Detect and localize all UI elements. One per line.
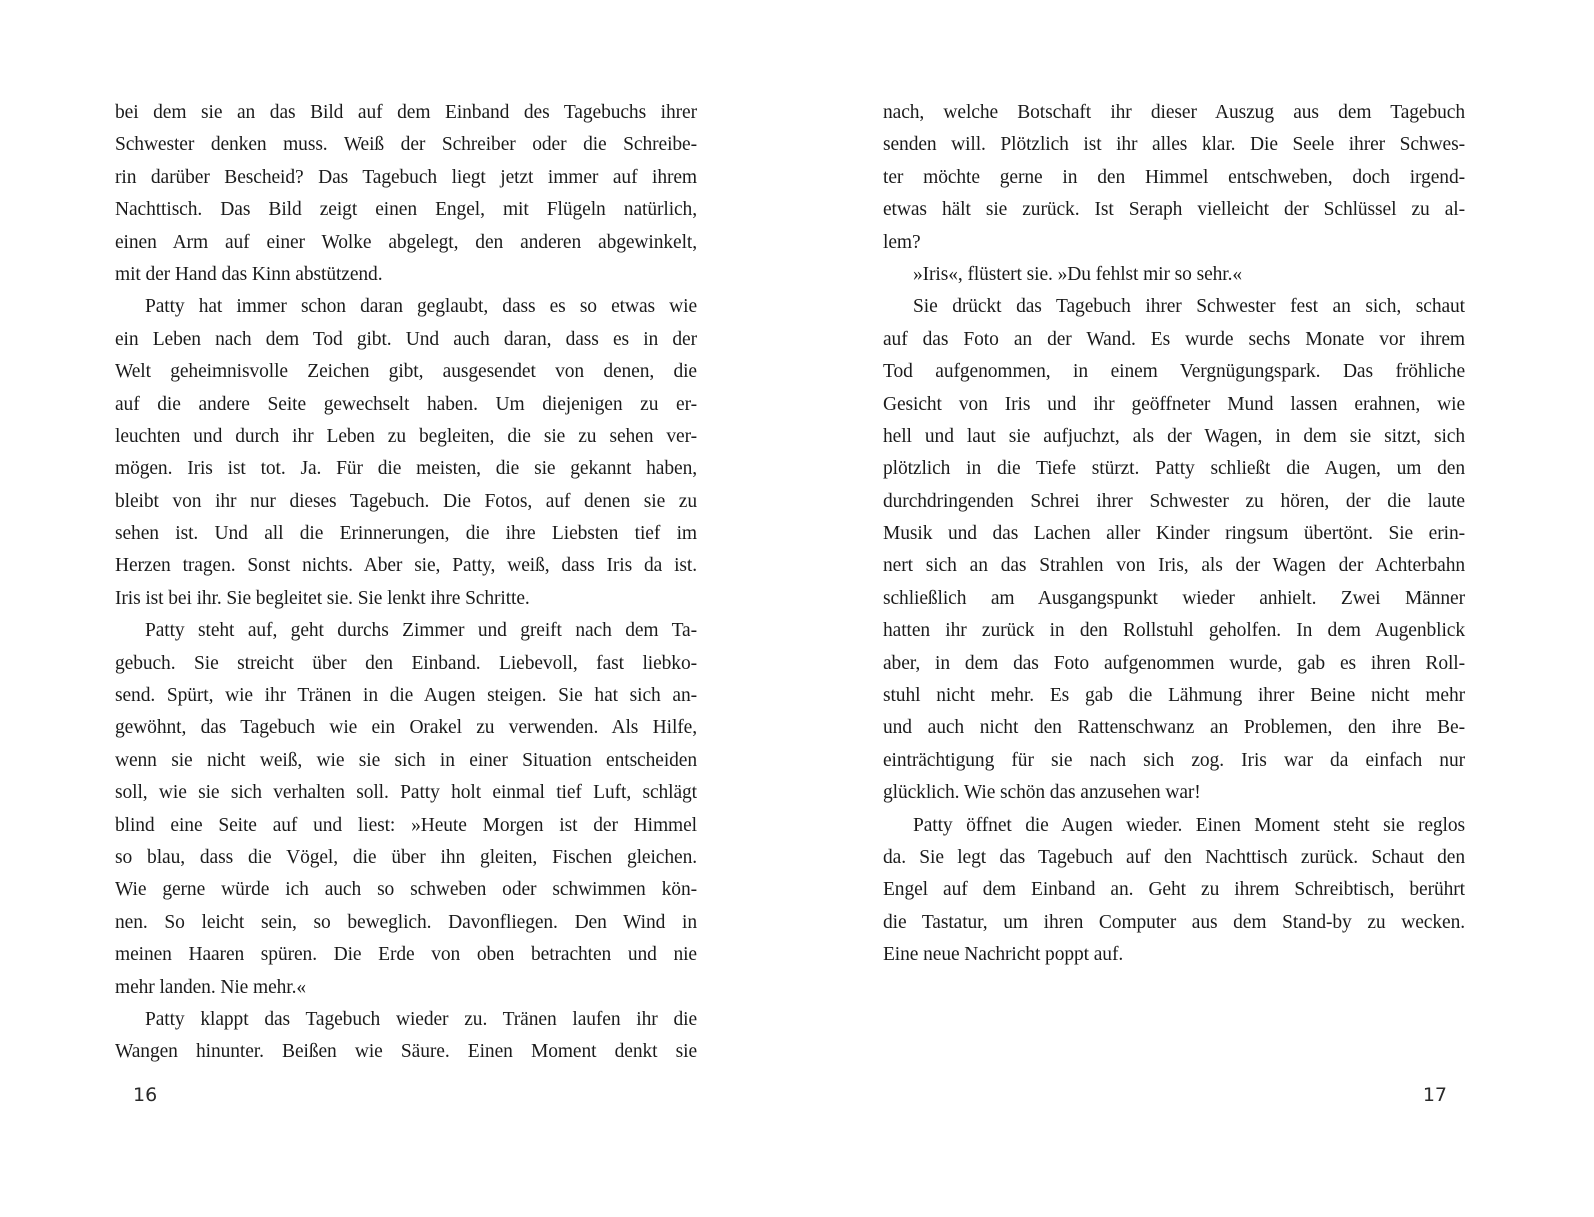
text-line: mit der Hand das Kinn abstützend.: [115, 263, 383, 285]
text-line: meinen Haaren spüren. Die Erde von oben betrachten und nie: [115, 944, 697, 966]
text-line: Wie gerne würde ich auch so schweben oder schwimmen kön-: [115, 879, 697, 901]
text-line: auf die andere Seite gewechselt haben. Um diejenigen zu er-: [115, 393, 697, 415]
text-line: und auch nicht den Rattenschwanz an Problemen, den ihre Be-: [883, 717, 1465, 739]
text-line: Musik und das Lachen aller Kinder ringsum übertönt. Sie erin-: [883, 523, 1465, 545]
text-line: etwas hält sie zurück. Ist Seraph vielleicht der Schlüssel zu al-: [883, 199, 1465, 221]
text-line: leuchten und durch ihr Leben zu begleiten, die sie zu sehen ver-: [115, 425, 697, 447]
text-line: ter möchte gerne in den Himmel entschweben, doch irgend-: [883, 166, 1465, 188]
text-line: bei dem sie an das Bild auf dem Einband des Tagebuchs ihrer: [115, 102, 697, 123]
text-line: nach, welche Botschaft ihr dieser Auszug aus dem Tagebuch: [883, 102, 1465, 123]
text-line: Wangen hinunter. Beißen wie Säure. Einen Moment denkt sie: [115, 1041, 697, 1063]
text-line: sehen ist. Und all die Erinnerungen, die ihre Liebsten tief im: [115, 523, 697, 545]
text-line: bleibt von ihr nur dieses Tagebuch. Die Fotos, auf denen sie zu: [115, 490, 697, 512]
text-line: Patty hat immer schon daran geglaubt, dass es so etwas wie: [145, 296, 697, 318]
text-line: Engel auf dem Einband an. Geht zu ihrem Schreibtisch, berührt: [883, 879, 1465, 901]
page-right-text-column: [883, 97, 1465, 972]
text-line: Patty steht auf, geht durchs Zimmer und greift nach dem Ta-: [145, 620, 697, 642]
text-line: Nachttisch. Das Bild zeigt einen Engel, mit Flügeln natürlich,: [115, 199, 697, 221]
text-line: plötzlich in die Tiefe stürzt. Patty schließt die Augen, um den: [883, 458, 1465, 480]
text-line: so blau, dass die Vögel, die über ihn gleiten, Fischen gleichen.: [115, 846, 697, 868]
text-line: glücklich. Wie schön das anzusehen war!: [883, 782, 1201, 804]
text-line: send. Spürt, wie ihr Tränen in die Augen steigen. Sie hat sich an-: [115, 685, 697, 707]
text-line: durchdringenden Schrei ihrer Schwester zu hören, der die laute: [883, 490, 1465, 512]
text-line: stuhl nicht mehr. Es gab die Lähmung ihrer Beine nicht mehr: [883, 685, 1465, 707]
text-line: Schwester denken muss. Weiß der Schreiber oder die Schreibe-: [115, 134, 697, 156]
text-line: Tod aufgenommen, in einem Vergnügungspark. Das fröhliche: [883, 361, 1465, 383]
text-line: schließlich am Ausgangspunkt wieder anhielt. Zwei Männer: [883, 587, 1465, 609]
text-line: hell und laut sie aufjuchzt, als der Wagen, in dem sie sitzt, sich: [883, 425, 1465, 447]
text-line: gebuch. Sie streicht über den Einband. Liebevoll, fast liebko-: [115, 652, 697, 674]
text-line: einträchtigung für sie nach sich zog. Iris war da einfach nur: [883, 749, 1465, 771]
page-left-text-column: [115, 97, 697, 1069]
text-line: mehr landen. Nie mehr.«: [115, 976, 307, 998]
text-line: nen. So leicht sein, so beweglich. Davonfliegen. Den Wind in: [115, 911, 697, 933]
text-line: blind eine Seite auf und liest: »Heute Morgen ist der Himmel: [115, 814, 697, 836]
text-line: Sie drückt das Tagebuch ihrer Schwester fest an sich, schaut: [913, 296, 1465, 318]
page-number-right: 17: [1422, 1084, 1447, 1106]
text-line: aber, in dem das Foto aufgenommen wurde, gab es ihren Roll-: [883, 652, 1465, 674]
text-line: mögen. Iris ist tot. Ja. Für die meisten, die sie gekannt haben,: [115, 458, 697, 480]
text-line: Eine neue Nachricht poppt auf.: [883, 944, 1124, 966]
text-line: senden will. Plötzlich ist ihr alles klar. Die Seele ihrer Schwes-: [883, 134, 1465, 156]
text-line: einen Arm auf einer Wolke abgelegt, den anderen abgewinkelt,: [115, 231, 697, 253]
text-line: rin darüber Bescheid? Das Tagebuch liegt jetzt immer auf ihrem: [115, 166, 697, 188]
text-line: wenn sie nicht weiß, wie sie sich in einer Situation entscheiden: [115, 749, 697, 771]
text-line: Herzen tragen. Sonst nichts. Aber sie, Patty, weiß, dass Iris da ist.: [115, 555, 697, 577]
text-line: »Iris«, flüstert sie. »Du fehlst mir so sehr.«: [913, 263, 1243, 285]
text-line: ein Leben nach dem Tod gibt. Und auch daran, dass es in der: [115, 328, 697, 350]
text-line: gewöhnt, das Tagebuch wie ein Orakel zu verwenden. Als Hilfe,: [115, 717, 697, 739]
text-line: da. Sie legt das Tagebuch auf den Nachttisch zurück. Schaut den: [883, 846, 1465, 868]
text-line: Welt geheimnisvolle Zeichen gibt, ausgesendet von denen, die: [115, 361, 697, 383]
text-line: soll, wie sie sich verhalten soll. Patty holt einmal tief Luft, schlägt: [115, 782, 697, 804]
page-number-left: 16: [133, 1084, 158, 1106]
text-line: auf das Foto an der Wand. Es wurde sechs Monate vor ihrem: [883, 328, 1465, 350]
text-line: nert sich an das Strahlen von Iris, als der Wagen der Achterbahn: [883, 555, 1465, 577]
text-line: hatten ihr zurück in den Rollstuhl geholfen. In dem Augenblick: [883, 620, 1465, 642]
text-line: Iris ist bei ihr. Sie begleitet sie. Sie lenkt ihre Schritte.: [115, 587, 530, 609]
text-line: lem?: [883, 231, 921, 253]
text-line: Patty öffnet die Augen wieder. Einen Moment steht sie reglos: [913, 814, 1465, 836]
text-line: Patty klappt das Tagebuch wieder zu. Tränen laufen ihr die: [145, 1008, 697, 1030]
text-line: die Tastatur, um ihren Computer aus dem Stand-by zu wecken.: [883, 911, 1465, 933]
text-line: Gesicht von Iris und ihr geöffneter Mund lassen erahnen, wie: [883, 393, 1465, 415]
